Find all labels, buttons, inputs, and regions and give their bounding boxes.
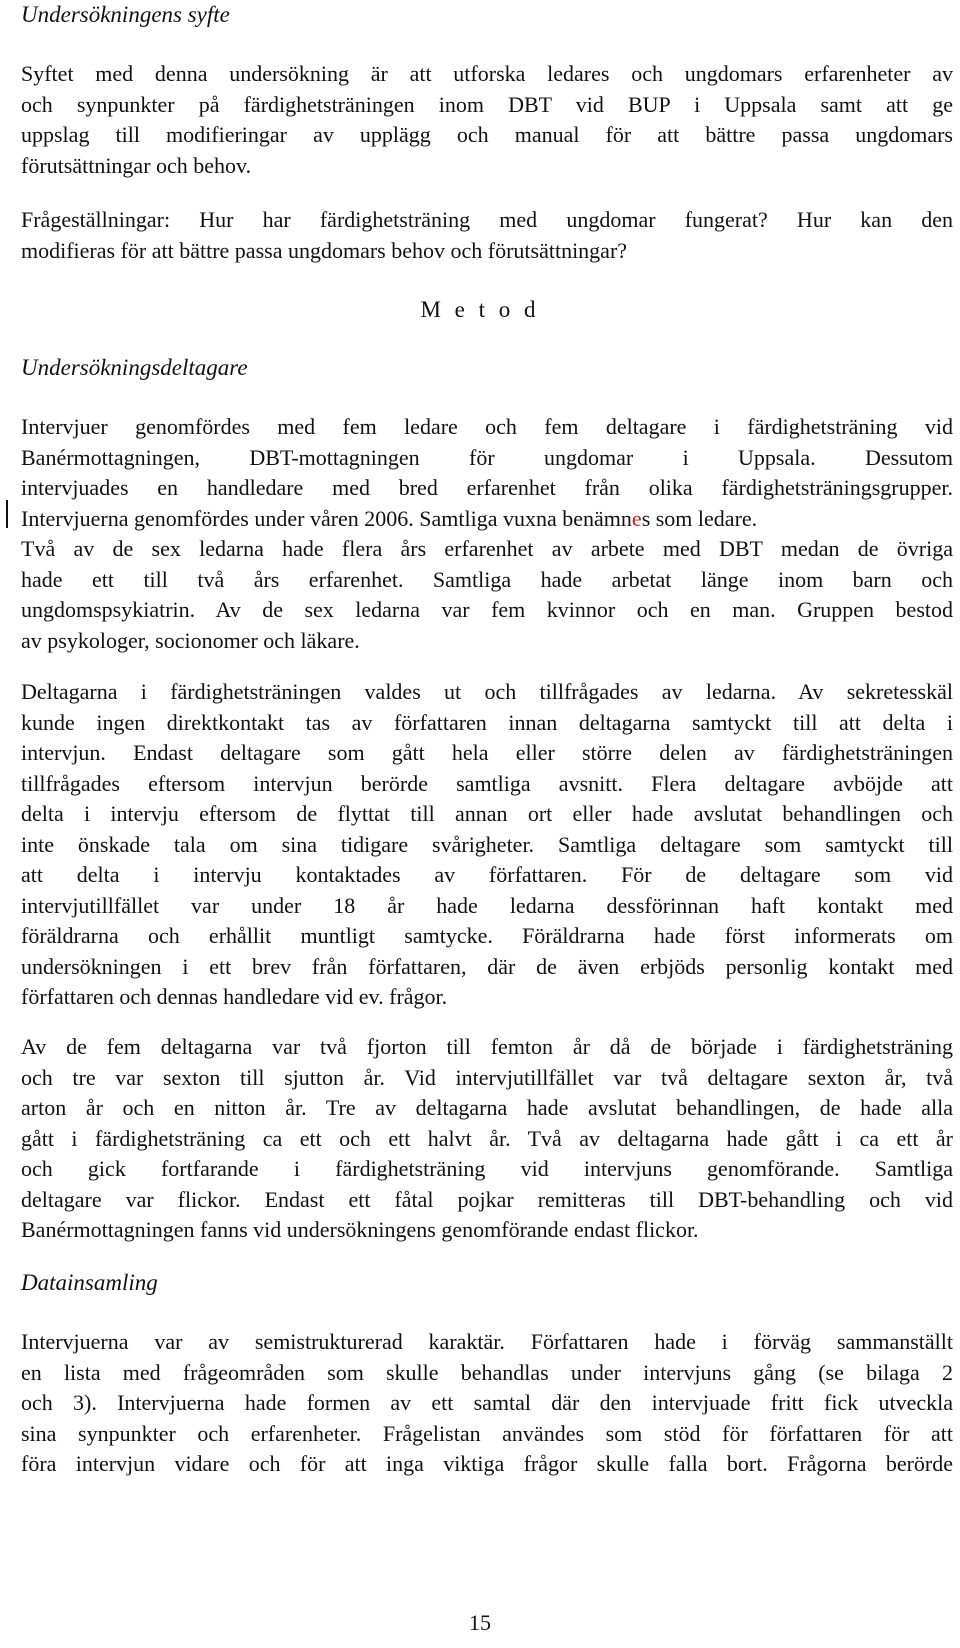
- heading-datainsamling: Datainsamling: [21, 1270, 158, 1295]
- text-line: kunde ingen direktkontakt tas av författaren innan deltagarna samtyckt till att delta i: [21, 709, 953, 735]
- heading-undersokningens-syfte: Undersökningens syfte: [21, 2, 230, 27]
- text-line: sina synpunkter och erfarenheter. Frågelistan användes som stöd för författaren för att: [21, 1420, 953, 1446]
- text-line: modifieras för att bättre passa ungdomars behov och förutsättningar?: [21, 237, 628, 263]
- paragraph-deltagare-2: [21, 677, 953, 1013]
- text-line: och gick fortfarande i färdighetsträning vid intervjuns genomförande. Samtliga: [21, 1156, 953, 1181]
- text-segment: s som ledare.: [641, 505, 758, 531]
- text-segment: Intervjuerna genomfördes under våren 2006. Samtliga vuxna benämn: [21, 505, 632, 531]
- text-line: förutsättningar och behov.: [21, 152, 252, 178]
- text-line: Banérmottagningen fanns vid undersökningens genomförande endast flickor.: [21, 1217, 699, 1242]
- text-line: inte önskade tala om sina tidigare svårigheter. Samtliga deltagare som samtyckt till: [21, 831, 953, 857]
- text-line: gått i färdighetsträning ca ett och ett halvt år. Två av deltagarna hade gått i ca ett år: [21, 1125, 953, 1151]
- text-line: Banérmottagningen, DBT-mottagningen för ungdomar i Uppsala. Dessutom: [21, 444, 953, 470]
- paragraph-fragestallningar: [21, 205, 953, 266]
- text-line: deltagare var flickor. Endast ett fåtal pojkar remitteras till DBT-behandling och vid: [21, 1186, 953, 1212]
- text-line: att delta i intervju kontaktades av författaren. För de deltagare som vid: [21, 862, 953, 887]
- text-line: författaren och dennas handledare vid ev. frågor.: [21, 984, 448, 1009]
- paragraph-deltagare-3: [21, 1032, 953, 1246]
- text-line-with-revision: [21, 504, 953, 535]
- text-line: Frågeställningar: Hur har färdighetsträning med ungdomar fungerat? Hur kan den: [21, 207, 953, 232]
- text-line: Syftet med denna undersökning är att utforska ledares och ungdomars erfarenheter av: [21, 61, 953, 86]
- paragraph-syfte: [21, 59, 953, 181]
- text-line: Av de fem deltagarna var två fjorton till femton år då de började i färdighetsträning: [21, 1034, 953, 1059]
- text-line: intervjun. Endast deltagare som gått hela eller större delen av färdighetsträningen: [21, 740, 953, 765]
- text-line: intervjuades en handledare med bred erfarenhet från olika färdighetsträningsgrupper.: [21, 475, 953, 500]
- text-line: av psykologer, socionomer och läkare.: [21, 627, 360, 653]
- text-line: Deltagarna i färdighetsträningen valdes ut och tillfrågades av ledarna. Av sekretesskäl: [21, 679, 953, 704]
- page-number: 15: [469, 1610, 491, 1635]
- paragraph-deltagare-1: [21, 412, 953, 656]
- text-line: hade ett till två års erfarenhet. Samtliga hade arbetat länge inom barn och: [21, 566, 953, 592]
- text-line: arton år och en nitton år. Tre av deltagarna hade avslutat behandlingen, de hade alla: [21, 1095, 953, 1120]
- text-line: delta i intervju eftersom de flyttat till annan ort eller hade avslutat behandlingen och: [21, 801, 953, 826]
- text-line: och tre var sexton till sjutton år. Vid intervjutillfället var två deltagare sexton år, två: [21, 1064, 953, 1090]
- heading-metod: M e t o d: [420, 297, 540, 322]
- text-line: och synpunkter på färdighetsträningen inom DBT vid BUP i Uppsala samt att ge: [21, 91, 953, 117]
- paragraph-datainsamling: [21, 1327, 953, 1480]
- heading-undersokningsdeltagare: Undersökningsdeltagare: [21, 355, 248, 380]
- text-line: en lista med frågeområden som skulle behandlas under intervjuns gång (se bilaga 2: [21, 1359, 953, 1385]
- text-line: intervjutillfället var under 18 år hade ledarna dessförinnan haft kontakt med: [21, 892, 953, 918]
- text-line: föräldrarna och erhållit muntligt samtycke. Föräldrarna hade först informerats om: [21, 923, 953, 948]
- text-line: Intervjuer genomfördes med fem ledare och fem deltagare i färdighetsträning vid: [21, 414, 953, 439]
- revision-change-bar: [6, 500, 8, 528]
- text-line: uppslag till modifieringar av upplägg och manual för att bättre passa ungdomars: [21, 122, 953, 147]
- text-line: Intervjuerna var av semistrukturerad karaktär. Författaren hade i förväg sammanställt: [21, 1329, 953, 1354]
- text-line: Två av de sex ledarna hade flera års erfarenhet av arbete med DBT medan de övriga: [21, 536, 953, 561]
- text-line: och 3). Intervjuerna hade formen av ett samtal där den intervjuade fritt fick utveckla: [21, 1390, 953, 1415]
- text-line: undersökningen i ett brev från författaren, där de även erbjöds personlig kontakt med: [21, 953, 953, 979]
- text-line: föra intervjun vidare och för att inga viktiga frågor skulle falla bort. Frågorna berörde: [21, 1451, 953, 1476]
- revision-mark-letter: e: [631, 505, 642, 531]
- text-line: tillfrågades eftersom intervjun berörde samtliga avsnitt. Flera deltagare avböjde att: [21, 770, 953, 796]
- text-line: ungdomspsykiatrin. Av de sex ledarna var fem kvinnor och en man. Gruppen bestod: [21, 597, 953, 622]
